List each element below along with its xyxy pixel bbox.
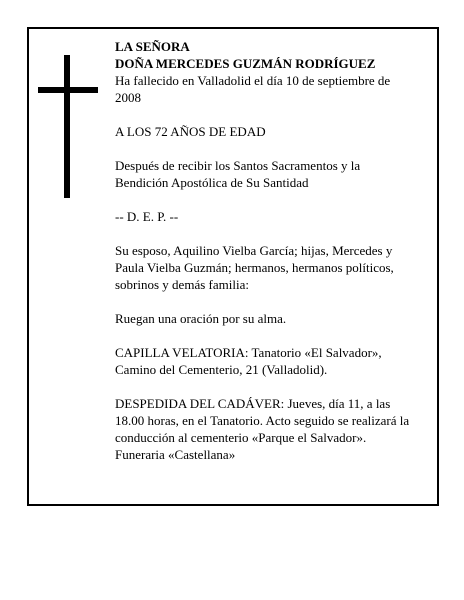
family-paragraph: Su esposo, Aquilino Vielba García; hijas, Mercedes y Paula Vielba Guzmán; hermanos, hermanos políticos, sobrinos y demás familia: bbox=[115, 243, 394, 292]
death-notice: Ha fallecido en Valladolid el día 10 de septiembre de 2008 bbox=[115, 73, 391, 105]
cross-horizontal-bar bbox=[38, 87, 98, 93]
farewell-paragraph: DESPEDIDA DEL CADÁVER: Jueves, día 11, a las 18.00 horas, en el Tanatorio. Acto seguido se realizará la conducción al cementerio «Parque el Salvador». Funeraria «Castellana» bbox=[115, 396, 410, 462]
deceased-name: DOÑA MERCEDES GUZMÁN RODRÍGUEZ bbox=[115, 56, 376, 71]
obituary-text bbox=[115, 38, 415, 480]
cross-vertical-bar bbox=[64, 55, 70, 198]
rip-line: -- D. E. P. -- bbox=[115, 209, 179, 224]
age-line: A LOS 72 AÑOS DE EDAD bbox=[115, 124, 266, 139]
title-line-1: LA SEÑORA bbox=[115, 39, 190, 54]
obituary-heading bbox=[115, 38, 415, 106]
sacraments-paragraph: Después de recibir los Santos Sacramentos y la Bendición Apostólica de Su Santidad bbox=[115, 158, 361, 190]
prayer-request: Ruegan una oración por su alma. bbox=[115, 311, 287, 326]
latin-cross-icon bbox=[38, 55, 98, 198]
chapel-paragraph: CAPILLA VELATORIA: Tanatorio «El Salvador», Camino del Cementerio, 21 (Valladolid). bbox=[115, 345, 382, 377]
